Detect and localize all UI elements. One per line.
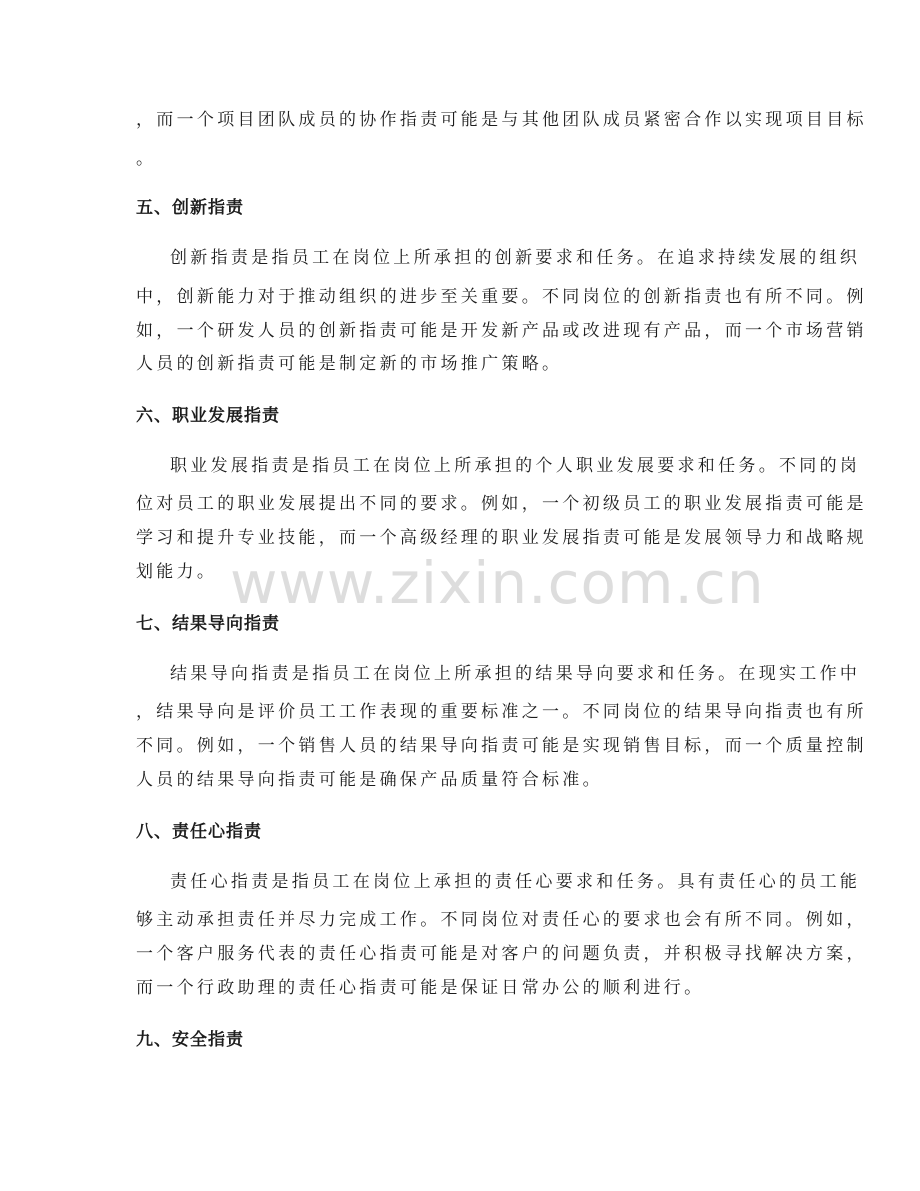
section-heading: 七、结果导向指责 [136,614,280,634]
section-heading: 九、安全指责 [136,1030,244,1050]
body-line: ，结果导向是评价员工工作表现的重要标准之一。不同岗位的结果导向指责也有所 [136,702,867,722]
watermark: www.zixin.com.cn [230,549,765,617]
section-heading: 六、职业发展指责 [136,406,280,426]
body-line: 够主动承担责任并尽力完成工作。不同岗位对责任心的要求也会有所不同。例如， [136,910,867,930]
body-line: 位对员工的职业发展提出不同的要求。例如，一个初级员工的职业发展指责可能是 [136,494,867,514]
body-line: 。 [136,149,157,169]
body-line: 结果导向指责是指员工在岗位上所承担的结果导向要求和任务。在现实工作中 [170,664,861,684]
body-line: 中，创新能力对于推动组织的进步至关重要。不同岗位的创新指责也有所不同。例 [136,287,867,307]
body-line: 如，一个研发人员的创新指责可能是开发新产品或改进现有产品，而一个市场营销 [136,321,867,341]
body-line: 而一个行政助理的责任心指责可能是保证日常办公的顺利进行。 [136,978,705,998]
body-line: 人员的创新指责可能是制定新的市场推广策略。 [136,354,563,374]
body-line: 责任心指责是指员工在岗位上承担的责任心要求和任务。具有责任心的员工能 [170,872,861,892]
section-heading: 五、创新指责 [136,198,244,218]
body-line: 人员的结果导向指责可能是确保产品质量符合标准。 [136,770,603,790]
body-line: 一个客户服务代表的责任心指责可能是对客户的问题负责，并积极寻找解决方案， [136,944,867,964]
body-line: 不同。例如，一个销售人员的结果导向指责可能是实现销售目标，而一个质量控制 [136,736,867,756]
body-line: 划能力。 [136,562,218,582]
body-line: 创新指责是指员工在岗位上所承担的创新要求和任务。在追求持续发展的组织 [170,248,861,268]
section-heading: 八、责任心指责 [136,822,262,842]
body-line: ，而一个项目团队成员的协作指责可能是与其他团队成员紧密合作以实现项目目标 [136,110,867,130]
body-line: 职业发展指责是指员工在岗位上所承担的个人职业发展要求和任务。不同的岗 [170,456,861,476]
body-line: 学习和提升专业技能，而一个高级经理的职业发展指责可能是发展领导力和战略规 [136,528,867,548]
